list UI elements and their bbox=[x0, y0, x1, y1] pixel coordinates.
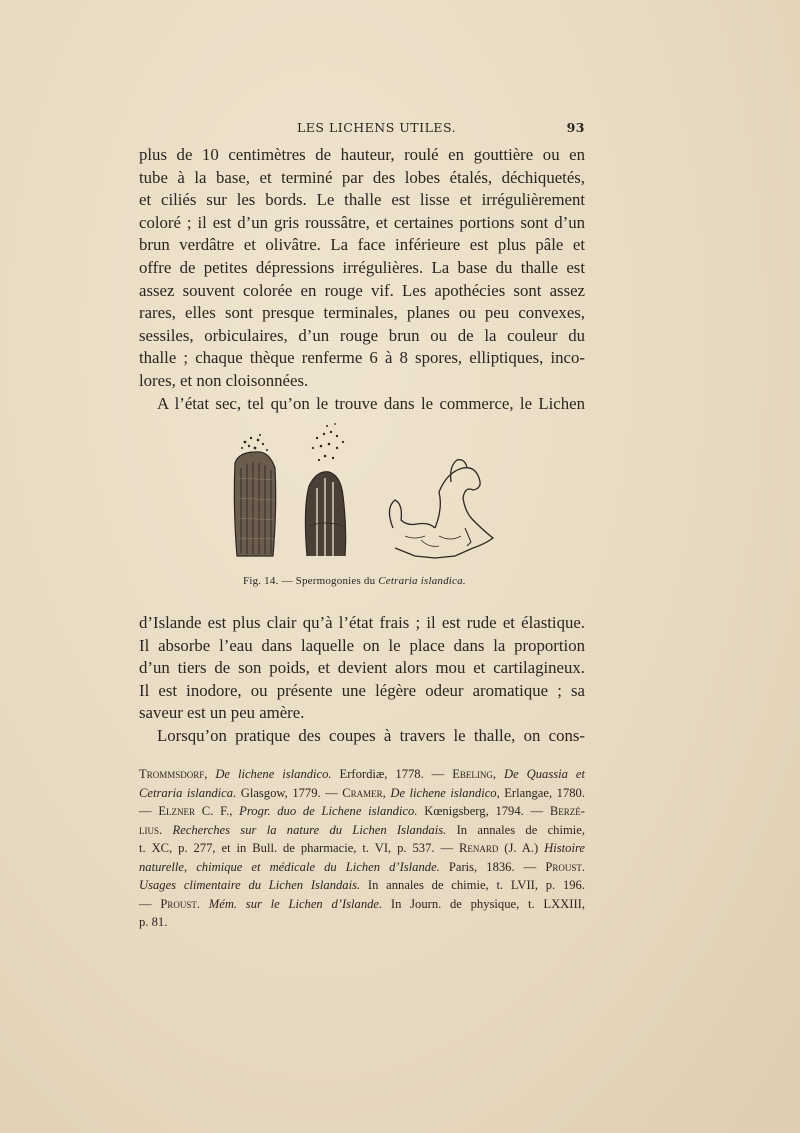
figure-caption bbox=[243, 575, 466, 587]
footnote-line: Usages climentaire du Lichen Islandais. In annales de chimie, t. LVII, p. 196. bbox=[139, 878, 585, 892]
text-line: Il absorbe l’eau dans laquelle on le place dans la proportion bbox=[139, 635, 585, 655]
text-line: Il est inodore, ou présente une légère odeur aromatique ; sa bbox=[139, 680, 585, 700]
text-line: saveur est un peu amère. bbox=[139, 703, 305, 723]
footnote-line: Trommsdorf, De lichene islandico. Erfordiæ, 1778. — Ebeling, De Quassia et bbox=[139, 767, 585, 781]
caption-species: Cetraria islandica. bbox=[378, 575, 466, 587]
footnote-line: lius. Recherches sur la nature du Lichen Islandais. In annales de chimie, bbox=[139, 822, 586, 837]
text-line: thalle ; chaque thèque renferme 6 à 8 spores, elliptiques, inco- bbox=[139, 348, 585, 368]
spermogonia-illustration bbox=[225, 408, 525, 578]
footnote-line: naturelle, chimique et médicale du Lichen d’Islande. Paris, 1836. — Proust. bbox=[139, 859, 585, 874]
bibliography-footnote bbox=[139, 765, 585, 932]
text-line: brun verdâtre et olivâtre. La face inférieure est plus pâle et bbox=[139, 235, 585, 255]
text-line: assez souvent colorée en rouge vif. Les apothécies sont assez bbox=[139, 280, 585, 300]
text-line: Lorsqu’on pratique des coupes à travers le thalle, on cons- bbox=[157, 725, 585, 745]
running-title: LES LICHENS UTILES. bbox=[297, 120, 457, 135]
text-line: coloré ; il est d’un gris roussâtre, et certaines portions sont d’un bbox=[139, 212, 585, 232]
footnote-line: Cetraria islandica. Glasgow, 1779. — Cramer, De lichene islandico, Erlangae, 1780. bbox=[139, 785, 585, 800]
text-line: offre de petites dépressions irrégulières. La base du thalle est bbox=[139, 257, 585, 277]
text-line: lores, et non cloisonnées. bbox=[139, 370, 309, 390]
footnote-line: — Proust. Mém. sur le Lichen d’Islande. In Journ. de physique, t. LXXIII, bbox=[139, 896, 585, 911]
text-line: tube à la base, et terminé par des lobes étalés, déchiquetés, bbox=[139, 167, 585, 187]
text-line: A l’état sec, tel qu’on le trouve dans le commerce, le Lichen bbox=[157, 393, 585, 413]
text-line: rares, elles sont presque terminales, planes ou peu convexes, bbox=[139, 303, 585, 323]
footnote-line: p. 81. bbox=[139, 915, 168, 929]
footnote-line: t. XC, p. 277, et in Bull. de pharmacie, t. VI, p. 537. — Renard (J. A.) Histoire bbox=[139, 841, 585, 855]
text-line: d’un tiers de son poids, et devient alors mou et cartilagineux. bbox=[139, 658, 585, 678]
text-line: sessiles, orbiculaires, d’un rouge brun ou de la couleur du bbox=[139, 325, 585, 345]
page-number: 93 bbox=[566, 120, 585, 135]
thallus-lobes bbox=[389, 460, 493, 558]
spermogonium-left bbox=[234, 434, 275, 556]
paragraph-2 bbox=[139, 612, 585, 748]
paragraph-1 bbox=[139, 144, 585, 415]
text-line: et ciliés sur les bords. Le thalle est lisse et irrégulièrement bbox=[139, 190, 585, 210]
footnote-line: — Elzner C. F., Progr. duo de Lichene islandico. Kœnigsberg, 1794. — Berzé- bbox=[139, 804, 585, 818]
caption-prefix: Fig. 14. — Spermogonies du bbox=[243, 575, 376, 587]
spermogonium-middle bbox=[305, 423, 345, 556]
text-line: plus de 10 centimètres de hauteur, roulé en gouttière ou en bbox=[139, 145, 585, 164]
running-header bbox=[140, 120, 585, 138]
text-line: d’Islande est plus clair qu’à l’état frais ; il est rude et élastique. bbox=[139, 613, 585, 632]
